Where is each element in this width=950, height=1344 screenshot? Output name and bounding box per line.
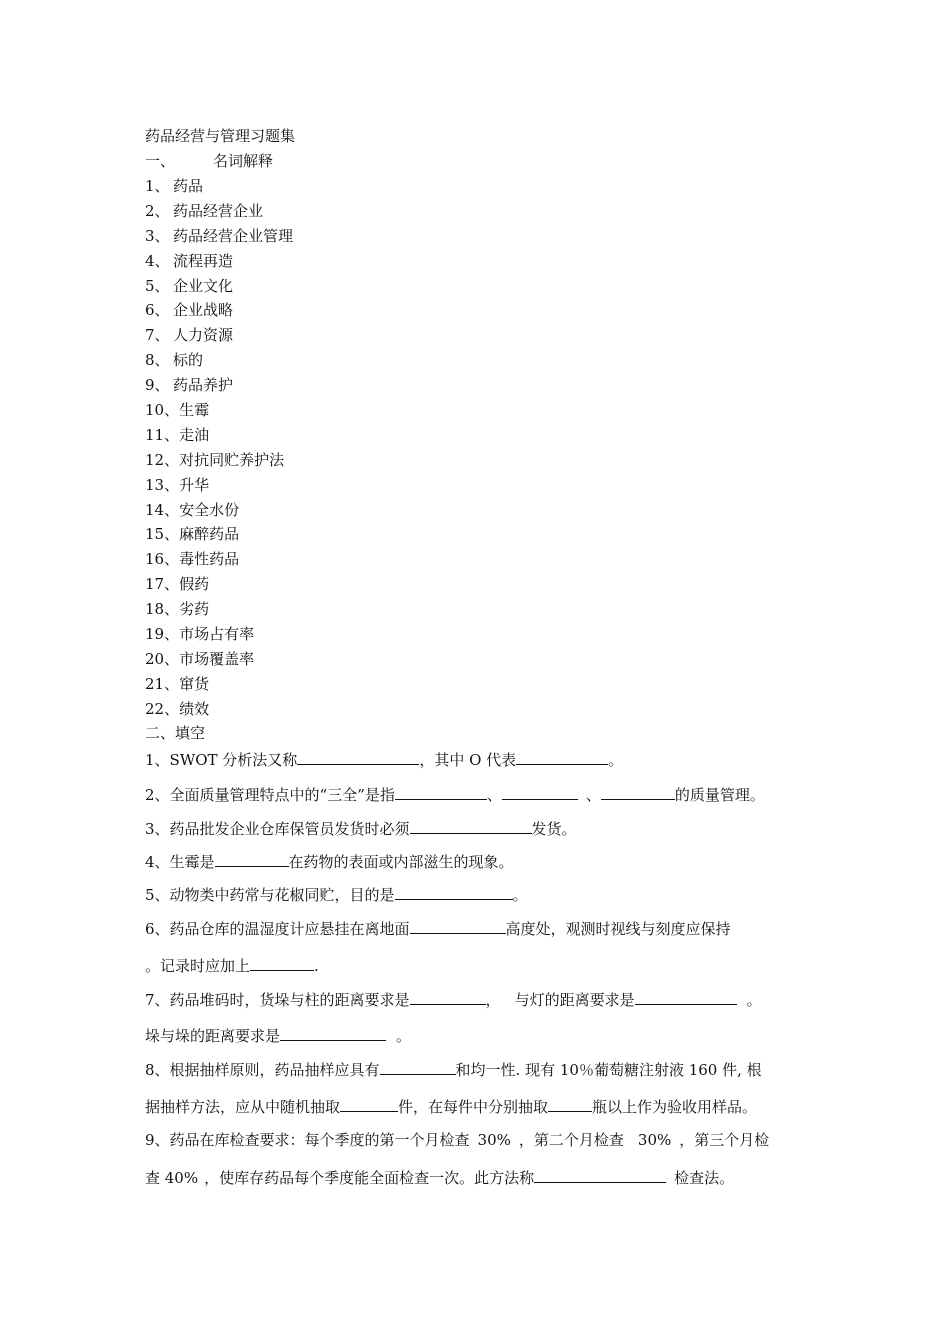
list-item: [145, 251, 293, 276]
section-number: 一、: [145, 152, 176, 170]
document-title: 药品经营与管理习题集: [145, 127, 296, 145]
question-1: [145, 749, 623, 770]
list-item: [145, 400, 293, 425]
question-text: ，第二个月检查: [518, 1131, 624, 1149]
item-number: 17、: [145, 575, 180, 594]
question-text: 检查法。: [674, 1169, 735, 1187]
list-item: [145, 574, 293, 599]
question-text: 4、生霉是: [145, 853, 215, 871]
item-term: 绩效: [179, 699, 210, 718]
question-text: 和均一性. 现有 10％葡萄糖注射液 160 件, 根: [455, 1061, 762, 1079]
question-9: [145, 1130, 769, 1150]
question-text: 5、动物类中药常与花椒同贮，目的是: [145, 886, 395, 904]
answer-blank: [410, 989, 486, 1005]
list-item: [145, 325, 293, 350]
item-number: 19、: [145, 625, 180, 644]
list-item: [145, 276, 293, 301]
item-number: 16、: [145, 550, 180, 569]
question-text: 、: [486, 786, 502, 804]
item-term: 药品经营企业: [173, 201, 264, 220]
question-text: ，: [485, 991, 501, 1009]
item-term: 市场覆盖率: [179, 649, 255, 668]
list-item: [145, 524, 293, 549]
question-text: 在药物的表面或内部滋生的现象。: [288, 853, 514, 871]
question-text: 、: [585, 786, 601, 804]
question-text: 。记录时应加上: [145, 957, 251, 975]
item-term: 劣药: [179, 600, 210, 619]
list-item: [145, 176, 293, 201]
answer-blank: [601, 784, 675, 800]
question-text: 的质量管理。: [674, 786, 765, 804]
item-number: 2、: [145, 201, 170, 220]
section-heading-terms: [145, 151, 273, 171]
question-text: 瓶以上作为验收用样品。: [592, 1098, 758, 1116]
answer-blank: [395, 784, 487, 800]
item-term: 企业文化: [173, 276, 234, 295]
question-8: [145, 1059, 762, 1080]
list-item: [145, 350, 293, 375]
question-text: 8、根据抽样原则，药品抽样应具有: [145, 1061, 380, 1079]
item-term: 假药: [179, 575, 210, 594]
item-term: 对抗同贮养护法: [179, 450, 285, 469]
question-4: [145, 851, 514, 872]
answer-blank: [215, 851, 289, 867]
list-item: [145, 300, 293, 325]
item-term: 企业战略: [173, 301, 234, 320]
item-term: 标的: [173, 351, 204, 370]
section-heading-fill-blank: 二、填空: [145, 724, 206, 742]
item-number: 13、: [145, 475, 180, 494]
item-number: 7、: [145, 326, 170, 345]
question-text: 。: [746, 991, 762, 1009]
question-text: 1、SWOT 分析法又称: [145, 751, 298, 769]
item-term: 生霉: [179, 401, 210, 420]
question-text: 垛与垛的距离要求是: [145, 1027, 281, 1045]
item-number: 4、: [145, 251, 170, 270]
item-number: 18、: [145, 600, 180, 619]
question-text: 。: [396, 1027, 412, 1045]
question-3: [145, 818, 577, 839]
item-term: 麻醉药品: [179, 525, 240, 544]
answer-blank: [516, 749, 608, 765]
answer-blank: [280, 1025, 386, 1041]
answer-blank: [410, 818, 532, 834]
question-5: [145, 884, 528, 905]
list-item: [145, 450, 293, 475]
term-list: [145, 176, 293, 724]
answer-blank: [410, 918, 506, 934]
item-number: 15、: [145, 525, 180, 544]
item-number: 9、: [145, 376, 170, 395]
question-2: [145, 784, 765, 805]
item-term: 市场占有率: [179, 625, 255, 644]
item-number: 3、: [145, 226, 170, 245]
item-term: 药品: [173, 177, 204, 195]
item-term: 毒性药品: [179, 550, 240, 569]
item-number: 6、: [145, 301, 170, 320]
question-text: 30%: [477, 1131, 511, 1149]
question-6: [145, 918, 731, 939]
item-term: 药品经营企业管理: [173, 226, 294, 245]
item-number: 5、: [145, 276, 170, 295]
item-number: 12、: [145, 450, 180, 469]
answer-blank: [380, 1059, 456, 1075]
question-text: 件，在每件中分别抽取: [398, 1098, 549, 1116]
question-text: 30%: [637, 1131, 672, 1149]
question-text: 发货。: [531, 820, 577, 838]
list-item: [145, 500, 293, 525]
list-item: [145, 475, 293, 500]
item-number: 1、: [145, 177, 170, 195]
question-text: ，使库存药品每个季度能全面检查一次。此方法称: [204, 1169, 535, 1187]
question-6-continued: [145, 955, 319, 976]
item-term: 走油: [179, 425, 210, 444]
item-term: 窜货: [179, 674, 210, 693]
item-number: 21、: [145, 674, 180, 693]
item-number: 22、: [145, 699, 180, 718]
question-text: 高度处，观测时视线与刻度应保持: [505, 920, 731, 938]
answer-blank: [297, 749, 419, 765]
list-item: [145, 425, 293, 450]
section-title: 名词解释: [213, 152, 274, 170]
answer-blank: [635, 989, 737, 1005]
answer-blank: [534, 1167, 666, 1183]
list-item: [145, 674, 293, 699]
question-text: ，第三个月检: [679, 1131, 770, 1149]
question-9-continued: [145, 1167, 734, 1188]
list-item: [145, 201, 293, 226]
question-text: 查 40%: [145, 1169, 199, 1187]
answer-blank: [548, 1096, 592, 1112]
item-number: 11、: [145, 425, 180, 444]
item-number: 8、: [145, 351, 170, 370]
question-text: 7、药品堆码时，货垛与柱的距离要求是: [145, 991, 410, 1009]
question-text: ，其中 O 代表: [419, 751, 517, 769]
list-item: [145, 624, 293, 649]
answer-blank: [395, 884, 513, 900]
item-term: 人力资源: [173, 326, 234, 345]
list-item: [145, 549, 293, 574]
question-text: 6、药品仓库的温湿度计应悬挂在离地面: [145, 920, 410, 938]
question-7-continued: [145, 1025, 411, 1046]
question-text: 与灯的距离要求是: [514, 991, 635, 1009]
list-item: [145, 375, 293, 400]
item-number: 14、: [145, 500, 180, 519]
item-term: 药品养护: [173, 376, 234, 395]
item-number: 20、: [145, 649, 180, 668]
answer-blank: [250, 955, 314, 971]
answer-blank: [502, 784, 578, 800]
list-item: [145, 226, 293, 251]
item-number: 10、: [145, 401, 180, 420]
question-text: 2、全面质量管理特点中的“三全”是指: [145, 786, 395, 804]
list-item: [145, 649, 293, 674]
item-term: 升华: [179, 475, 210, 494]
question-text: .: [314, 957, 319, 975]
item-term: 流程再造: [173, 251, 234, 270]
question-text: 据抽样方法，应从中随机抽取: [145, 1098, 341, 1116]
answer-blank: [340, 1096, 398, 1112]
question-text: 9、药品在库检查要求：每个季度的第一个月检查: [145, 1131, 470, 1149]
question-8-continued: [145, 1096, 757, 1117]
question-text: 。: [512, 886, 528, 904]
question-text: 。: [608, 751, 624, 769]
list-item: [145, 599, 293, 624]
question-7: [145, 989, 762, 1010]
list-item: [145, 699, 293, 724]
question-text: 3、药品批发企业仓库保管员发货时必须: [145, 820, 410, 838]
item-term: 安全水份: [179, 500, 240, 519]
